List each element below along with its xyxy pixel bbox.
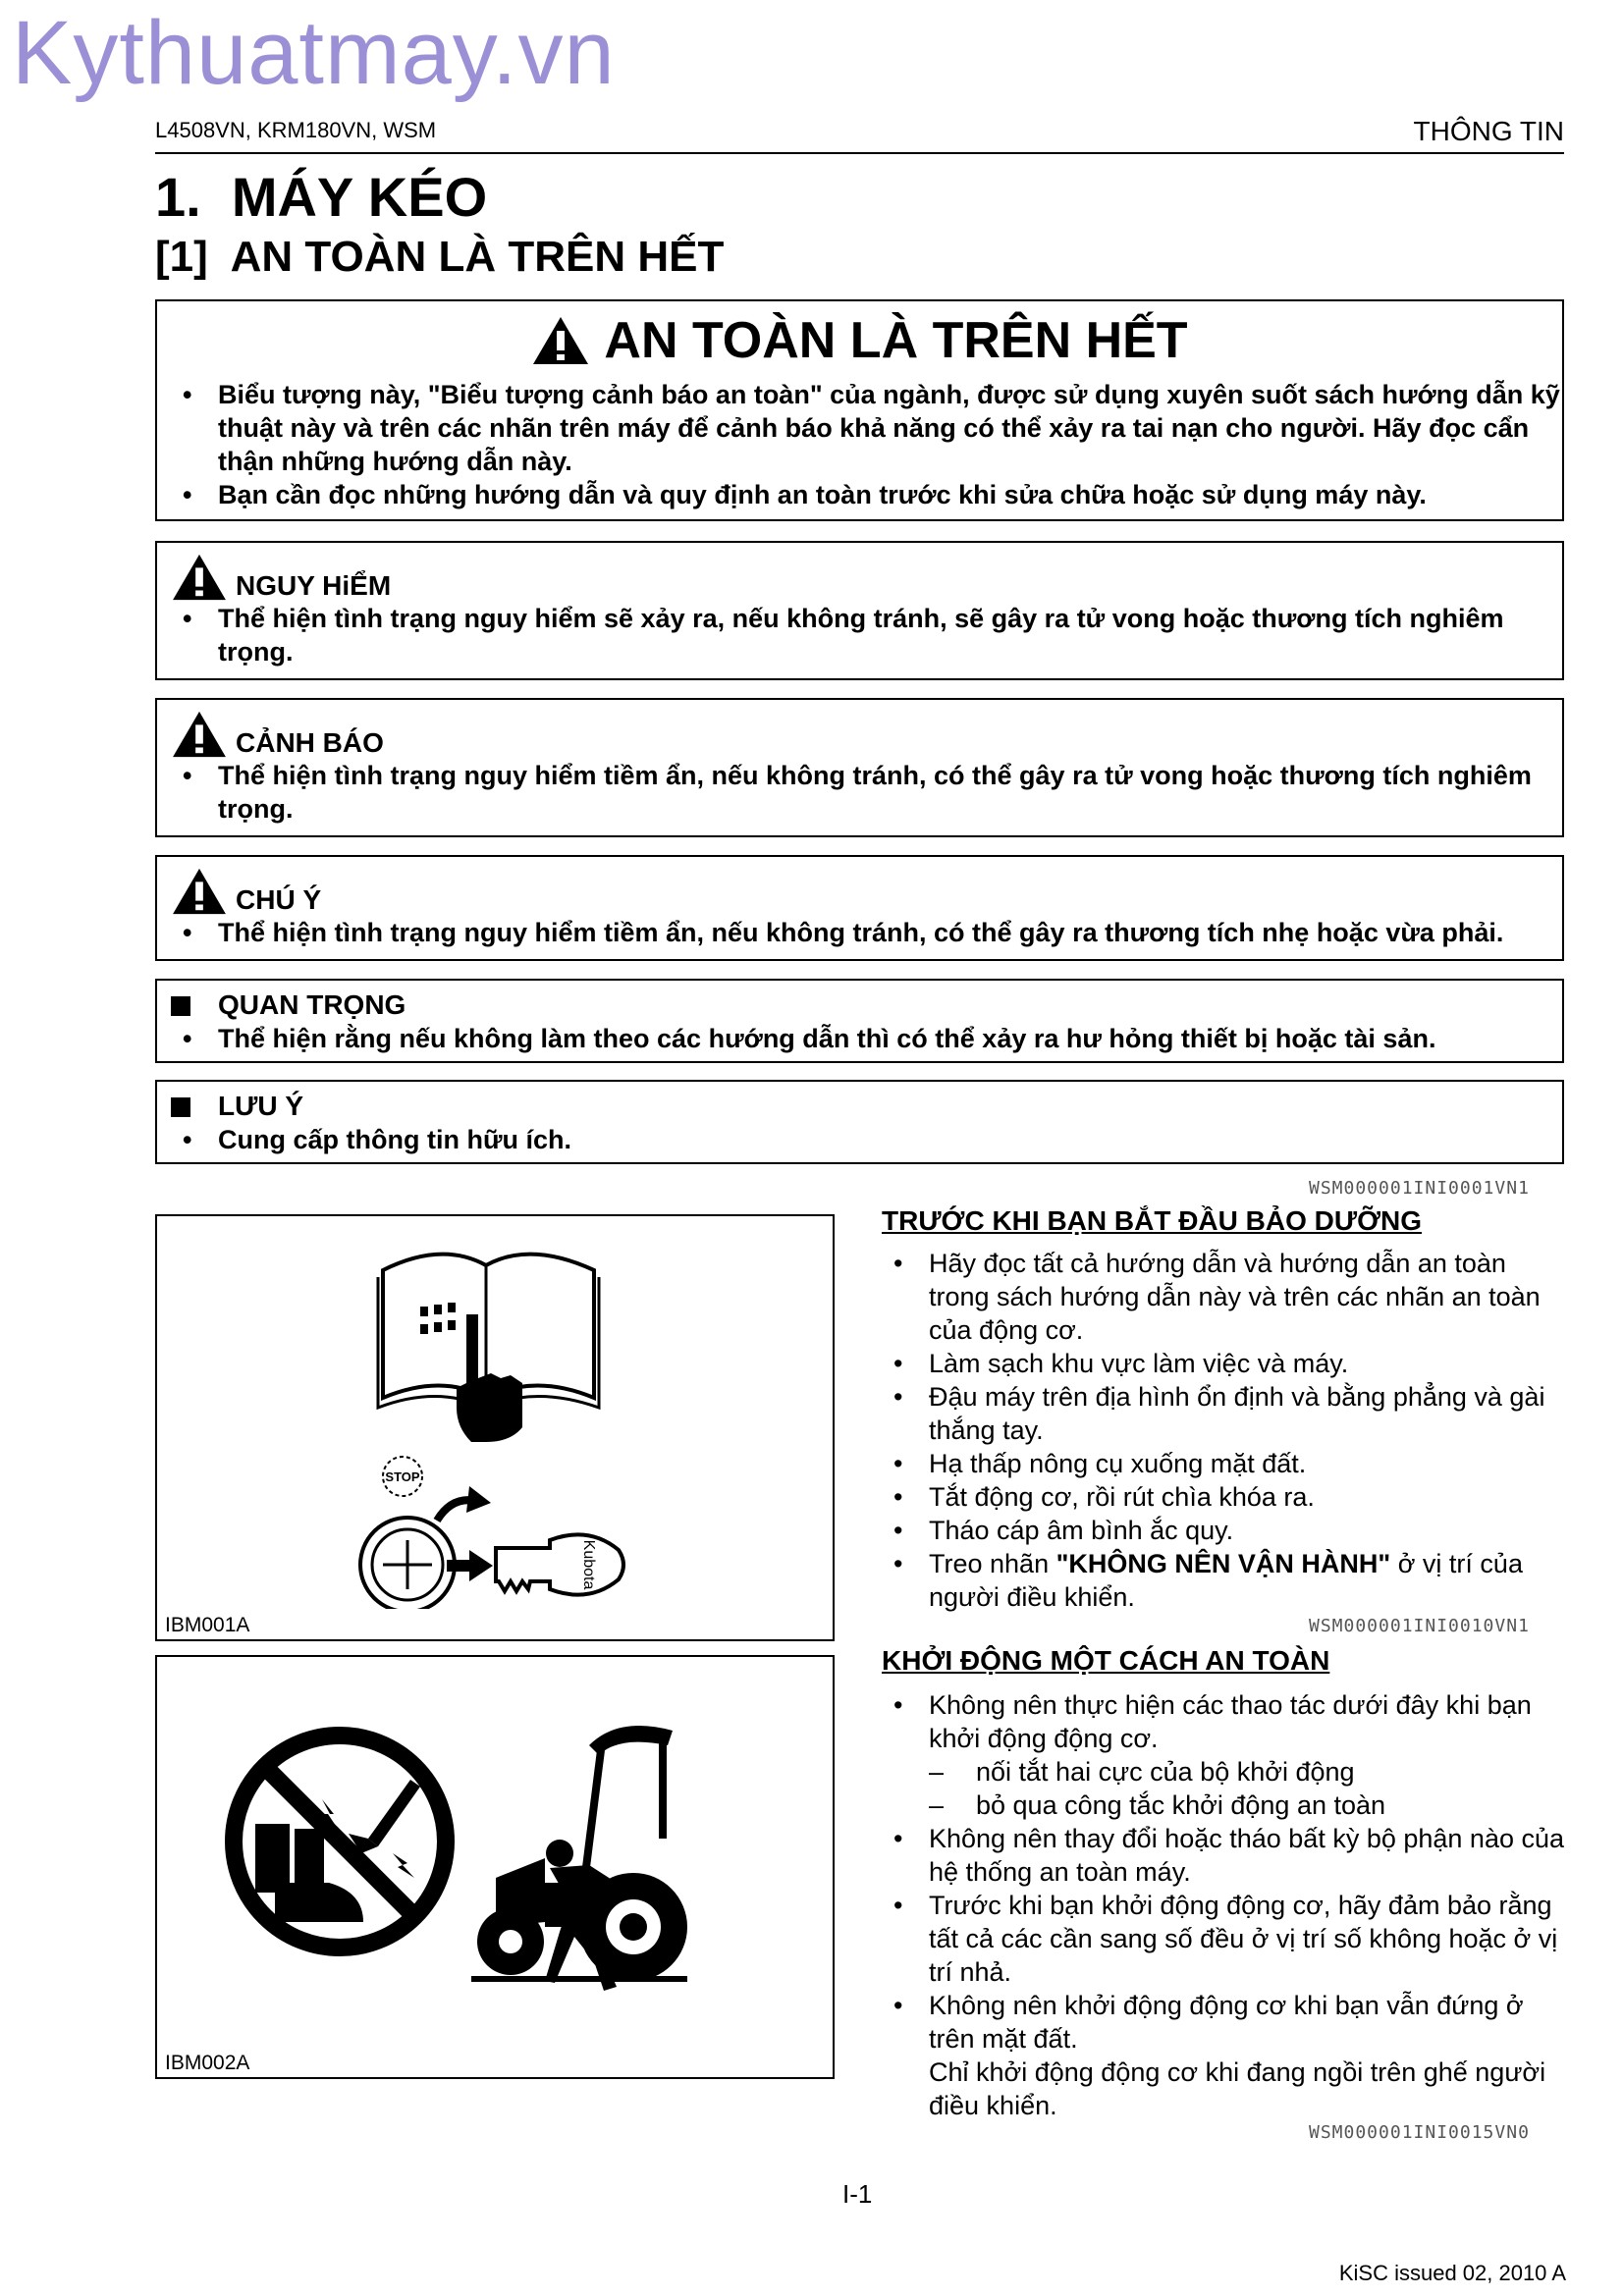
- doc-code-1: WSM000001INI0001VN1: [1309, 1178, 1530, 1199]
- safe-start-list: [882, 1688, 1567, 2122]
- list-item: • Trước khi bạn khởi động động cơ, hãy đảm bảo rằng tất cả các cần sang số đều ở vị trí số không hoặc ở vị trí nhả.: [882, 1889, 1567, 1989]
- do-not-operate-label: "KHÔNG NÊN VẬN HÀNH": [1055, 1549, 1391, 1578]
- note-title: LƯU Ý: [157, 1090, 1562, 1123]
- warning-alert-icon: [171, 710, 228, 759]
- tag-label-pre: Treo nhãn: [929, 1549, 1056, 1578]
- danger-box: [155, 541, 1564, 680]
- list-item: • Hãy đọc tất cả hướng dẫn và hướng dẫn an toàn trong sách hướng dẫn này và trên các nhãn an toàn của động cơ.: [882, 1247, 1567, 1347]
- figure-2-label: IBM002A: [165, 2052, 250, 2074]
- important-box: [155, 979, 1564, 1063]
- page-number: I-1: [842, 2179, 873, 2209]
- doc-code-2: WSM000001INI0010VN1: [1309, 1616, 1530, 1636]
- danger-alert-icon: [171, 553, 228, 602]
- list-item: • Tắt động cơ, rồi rút chìa khóa ra.: [882, 1480, 1567, 1514]
- warning-heading: [157, 710, 1562, 759]
- caution-title: CHÚ Ý: [236, 884, 322, 915]
- footer-issue: KiSC issued 02, 2010 A: [1338, 2261, 1566, 2285]
- key-brand-label: Kubota: [580, 1539, 597, 1590]
- list-item: • Không nên khởi động động cơ khi bạn vẫn đứng ở trên mặt đất.: [882, 1989, 1567, 2056]
- no-bypass-start-illustration: [157, 1657, 833, 2050]
- safety-bullet-1: • Biểu tượng này, "Biểu tượng cảnh báo an toàn" của ngành, được sử dụng xuyên suốt sách hướng dẫn kỹ thuật này và trên các nhãn trên máy để cảnh báo khả năng có thể xảy ra tai nạn cho người. Hãy đọc cẩn thận những hướng dẫn này.: [157, 378, 1562, 478]
- tag-label-post: ở vị trí của người điều khiển.: [929, 1549, 1523, 1612]
- list-item: • Đậu máy trên địa hình ổn định và bằng phẳng và gài thắng tay.: [882, 1380, 1567, 1447]
- sub-item: – nối tắt hai cực của bộ khởi động: [882, 1755, 1567, 1789]
- before-maintenance-title: TRƯỚC KHI BẠN BẮT ĐẦU BẢO DƯỠNG: [882, 1205, 1422, 1236]
- safe-start-title: KHỞI ĐỘNG MỘT CÁCH AN TOÀN: [882, 1645, 1330, 1676]
- header-section: THÔNG TIN: [1413, 116, 1564, 146]
- figure-1-label: IBM001A: [165, 1614, 250, 1636]
- list-item: [882, 1547, 1567, 1614]
- caution-heading: [157, 867, 1562, 916]
- figure-ibm002a: [155, 1655, 835, 2079]
- header-model: L4508VN, KRM180VN, WSM: [155, 118, 437, 142]
- header-rule: [155, 152, 1564, 154]
- safety-first-box: [155, 299, 1564, 521]
- list-item: • Làm sạch khu vực làm việc và máy.: [882, 1347, 1567, 1380]
- doc-code-3: WSM000001INI0015VN0: [1309, 2122, 1530, 2143]
- caution-alert-icon: [171, 867, 228, 916]
- safety-alert-icon: [531, 315, 590, 366]
- section-title: [1] AN TOÀN LÀ TRÊN HẾT: [155, 233, 725, 281]
- list-item: • Hạ thấp nông cụ xuống mặt đất.: [882, 1447, 1567, 1480]
- safety-box-title: AN TOÀN LÀ TRÊN HẾT: [604, 312, 1188, 369]
- caution-box: [155, 855, 1564, 961]
- list-item: • Không nên thay đổi hoặc tháo bất kỳ bộ phận nào của hệ thống an toàn máy.: [882, 1822, 1567, 1889]
- danger-text: • Thể hiện tình trạng nguy hiểm sẽ xảy ra, nếu không tránh, sẽ gây ra tử vong hoặc thương tích nghiêm trọng.: [157, 602, 1562, 668]
- safety-bullet-2: • Bạn cần đọc những hướng dẫn và quy định an toàn trước khi sửa chữa hoặc sử dụng máy này.: [157, 478, 1562, 511]
- important-title: QUAN TRỌNG: [157, 988, 1562, 1022]
- note-text: • Cung cấp thông tin hữu ích.: [157, 1123, 1562, 1156]
- caution-text: • Thể hiện tình trạng nguy hiểm tiềm ẩn, nếu không tránh, có thể gây ra thương tích nhẹ hoặc vừa phải.: [157, 916, 1562, 949]
- sub-item: – bỏ qua công tắc khởi động an toàn: [882, 1789, 1567, 1822]
- list-item: • Tháo cáp âm bình ắc quy.: [882, 1514, 1567, 1547]
- danger-title: NGUY HiỂM: [236, 570, 392, 601]
- warning-title: CẢNH BÁO: [236, 727, 384, 758]
- list-item: • Không nên thực hiện các thao tác dưới đây khi bạn khởi động động cơ.: [882, 1688, 1567, 1755]
- warning-box: [155, 698, 1564, 837]
- stop-label: STOP: [385, 1469, 420, 1484]
- list-item-continuation: Chỉ khởi động động cơ khi đang ngồi trên ghế người điều khiển.: [929, 2057, 1546, 2120]
- danger-heading: [157, 553, 1562, 602]
- figure-ibm001a: [155, 1214, 835, 1641]
- manual-and-key-illustration: [157, 1216, 833, 1609]
- before-maintenance-list: [882, 1247, 1567, 1614]
- warning-text: • Thể hiện tình trạng nguy hiểm tiềm ẩn, nếu không tránh, có thể gây ra tử vong hoặc thương tích nghiêm trọng.: [157, 759, 1562, 826]
- chapter-title: 1. MÁY KÉO: [155, 166, 488, 228]
- safety-box-heading: [157, 311, 1562, 370]
- note-box: [155, 1080, 1564, 1164]
- watermark: Kythuatmay.vn: [12, 3, 616, 103]
- important-text: • Thể hiện rằng nếu không làm theo các hướng dẫn thì có thể xảy ra hư hỏng thiết bị hoặc tài sản.: [157, 1022, 1562, 1055]
